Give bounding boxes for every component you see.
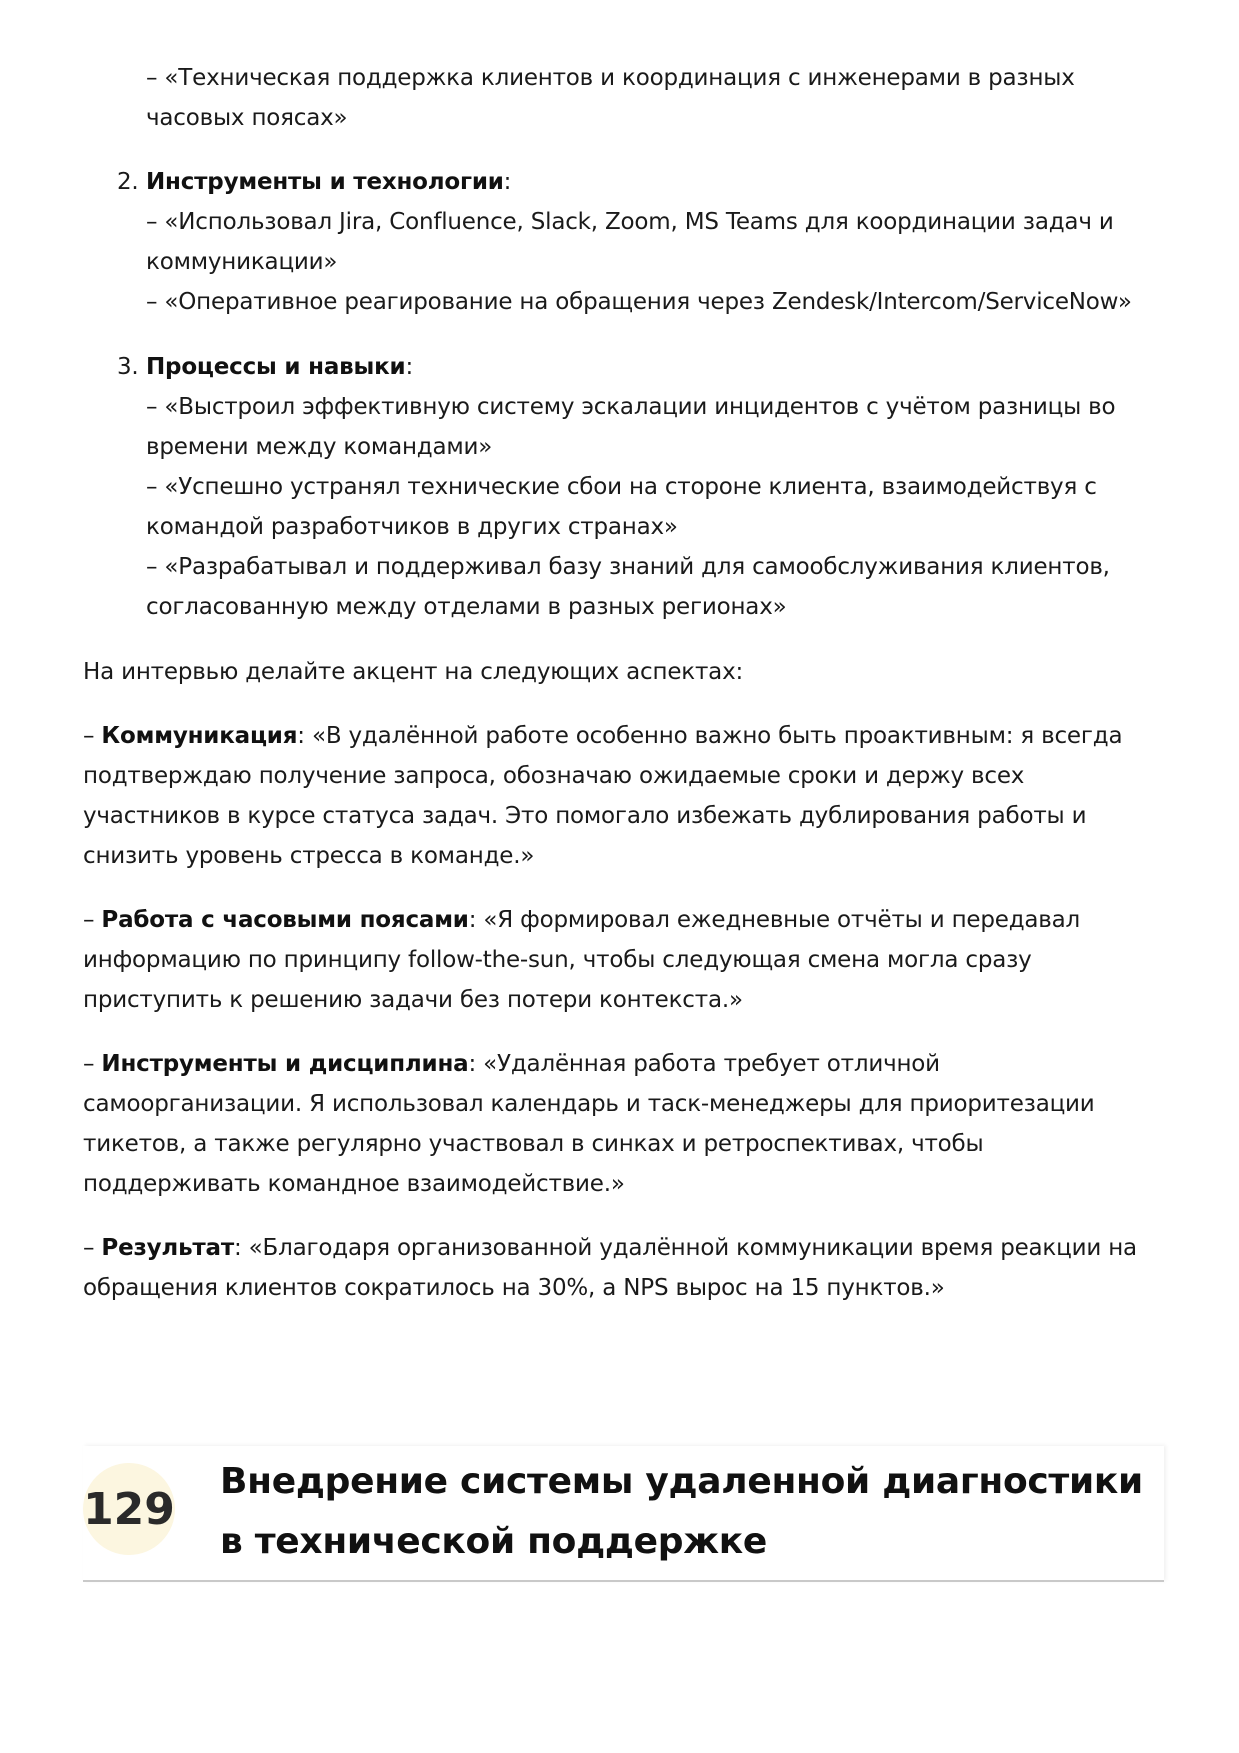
list-item-line: – «Выстроил эффективную систему эскалации инцидентов с учётом разницы во времени между командами» bbox=[146, 394, 1116, 460]
aspect-term: Результат bbox=[101, 1235, 235, 1261]
list-item-line: – «Успешно устранял технические сбои на стороне клиента, взаимодействуя с командой разработчиков в других странах» bbox=[146, 474, 1097, 540]
list-item-continuation bbox=[146, 58, 1163, 138]
aspect-text: : «В удалённой работе особенно важно быть проактивным: я всегда подтверждаю получение запроса, обозначаю ожидаемые сроки и держу всех участников в курсе статуса задач. Это помогало избежать дублирования работы и снизить уровень стресса в команде.» bbox=[83, 723, 1123, 869]
aspect-dash: – bbox=[83, 1235, 102, 1261]
aspect-dash: – bbox=[83, 1051, 102, 1077]
section-header bbox=[83, 1446, 1164, 1582]
list-item-heading: Процессы и навыки bbox=[146, 354, 406, 380]
list-item-line: – «Разрабатывал и поддерживал базу знаний для самообслуживания клиентов, согласованную между отделами в разных регионах» bbox=[146, 554, 1110, 620]
aspect-result bbox=[83, 1228, 1163, 1308]
aspect-term: Коммуникация bbox=[101, 723, 298, 749]
heading-colon: : bbox=[405, 354, 414, 380]
list-item-number: 2. bbox=[117, 169, 139, 195]
list-item-heading: Инструменты и технологии bbox=[146, 169, 504, 195]
document-body bbox=[83, 58, 1163, 1332]
list-item-line: – «Использовал Jira, Confluence, Slack, Zoom, MS Teams для координации задач и коммуникации» bbox=[146, 209, 1114, 275]
aspect-term: Инструменты и дисциплина bbox=[101, 1051, 469, 1077]
list-item-line: – «Техническая поддержка клиентов и координация с инженерами в разных часовых поясах» bbox=[146, 65, 1075, 131]
section-title: Внедрение системы удаленной диагностики в технической поддержке bbox=[220, 1461, 1143, 1562]
aspect-text: : «Удалённая работа требует отличной самоорганизации. Я использовал календарь и таск-менеджеры для приоритезации тикетов, а также регулярно участвовал в синках и ретроспективах, чтобы поддерживать командное взаимодействие.» bbox=[83, 1051, 1095, 1197]
interview-intro: На интервью делайте акцент на следующих аспектах: bbox=[83, 659, 744, 685]
list-item-tools bbox=[83, 162, 1163, 322]
aspect-dash: – bbox=[83, 907, 102, 933]
list-item-line: – «Оперативное реагирование на обращения через Zendesk/Intercom/ServiceNow» bbox=[146, 289, 1132, 315]
aspect-tools-discipline bbox=[83, 1044, 1163, 1204]
aspect-text: : «Благодаря организованной удалённой коммуникации время реакции на обращения клиентов сократилось на 30%, а NPS вырос на 15 пунктов.» bbox=[83, 1235, 1137, 1301]
aspect-communication bbox=[83, 716, 1163, 876]
heading-colon: : bbox=[503, 169, 512, 195]
aspect-text: : «Я формировал ежедневные отчёты и передавал информацию по принципу follow-the-sun, чтобы следующая смена могла сразу приступить к решению задачи без потери контекста.» bbox=[83, 907, 1081, 1013]
numbered-list bbox=[83, 162, 1163, 627]
section-number-badge: 129 bbox=[83, 1463, 175, 1555]
list-item-number: 3. bbox=[117, 354, 139, 380]
list-item-heading-line bbox=[146, 347, 1163, 387]
list-item-processes bbox=[83, 347, 1163, 627]
aspect-dash: – bbox=[83, 723, 102, 749]
aspect-timezones bbox=[83, 900, 1163, 1020]
aspect-term: Работа с часовыми поясами bbox=[101, 907, 469, 933]
list-item-heading-line bbox=[146, 162, 1163, 202]
